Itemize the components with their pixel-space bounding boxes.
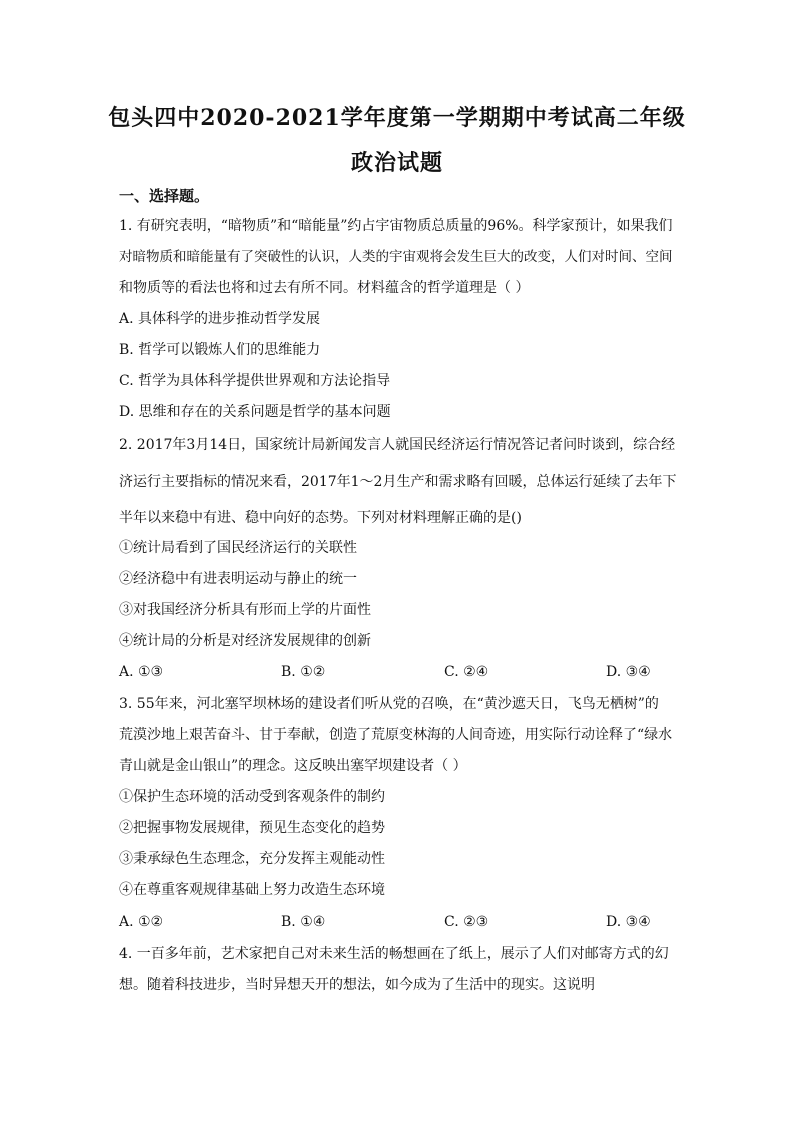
q4-stem-line: 4. 一百多年前，艺术家把自己对未来生活的畅想画在了纸上，展示了人们对邮寄方式的幻 xyxy=(119,946,669,962)
q2-stem-line: 济运行主要指标的情况来看，2017年1～2月生产和需求略有回暖，总体运行延续了去年下 xyxy=(119,474,677,490)
q1-option-d: D. 思维和存在的关系问题是哲学的基本问题 xyxy=(119,404,391,420)
q2-item-4: ④统计局的分析是对经济发展规律的创新 xyxy=(119,633,371,649)
q1-stem-line: 1. 有研究表明，“暗物质”和“暗能量”约占宇宙物质总质量的96%。科学家预计，如果我们 xyxy=(119,218,673,234)
q2-choice-b: B. ①② xyxy=(281,664,326,680)
q3-choice-c: C. ②③ xyxy=(444,914,489,930)
q3-item-1: ①保护生态环境的活动受到客观条件的制约 xyxy=(119,789,385,805)
q2-stem-line: 2. 2017年3月14日，国家统计局新闻发言人就国民经济运行情况答记者问时谈到，综合经 xyxy=(119,437,676,453)
exam-title: 包头四中2020-2021学年度第一学期期中考试高二年级 xyxy=(108,105,686,131)
q2-stem-line: 半年以来稳中有进、稳中向好的态势。下列对材料理解正确的是() xyxy=(119,510,522,526)
q3-choice-d: D. ③④ xyxy=(606,914,651,930)
q3-stem-line: 荒漠沙地上艰苦奋斗、甘于奉献，创造了荒原变林海的人间奇迹，用实际行动诠释了“绿水 xyxy=(119,727,673,743)
q3-stem-line: 3. 55年来，河北塞罕坝林场的建设者们听从党的召唤，在“黄沙遮天日，飞鸟无栖树”的 xyxy=(119,696,659,712)
q2-item-2: ②经济稳中有进表明运动与静止的统一 xyxy=(119,571,357,587)
section-heading: 一、选择题。 xyxy=(119,187,210,205)
q3-item-2: ②把握事物发展规律，预见生态变化的趋势 xyxy=(119,820,385,836)
q4-stem-line: 想。随着科技进步，当时异想天开的想法，如今成为了生活中的现实。这说明 xyxy=(119,977,595,993)
q2-item-3: ③对我国经济分析具有形而上学的片面性 xyxy=(119,602,371,618)
q3-choice-b: B. ①④ xyxy=(281,914,326,930)
q1-option-b: B. 哲学可以锻炼人们的思维能力 xyxy=(119,342,321,358)
exam-subject-title: 政治试题 xyxy=(350,150,443,176)
q3-stem-line: 青山就是金山银山”的理念。这反映出塞罕坝建设者（ ） xyxy=(119,758,467,774)
q2-choice-a: A. ①③ xyxy=(119,664,164,680)
q2-choice-c: C. ②④ xyxy=(444,664,489,680)
q1-stem-line: 和物质等的看法也将和过去有所不同。材料蕴含的哲学道理是（ ） xyxy=(119,280,530,296)
q1-option-a: A. 具体科学的进步推动哲学发展 xyxy=(119,311,321,327)
q3-choice-a: A. ①② xyxy=(119,914,164,930)
q2-item-1: ①统计局看到了国民经济运行的关联性 xyxy=(119,540,357,556)
q1-stem-line: 对暗物质和暗能量有了突破性的认识，人类的宇宙观将会发生巨大的改变，人们对时间、空间 xyxy=(119,249,673,265)
q2-choice-d: D. ③④ xyxy=(606,664,651,680)
q3-item-3: ③秉承绿色生态理念，充分发挥主观能动性 xyxy=(119,851,385,867)
q1-option-c: C. 哲学为具体科学提供世界观和方法论指导 xyxy=(119,373,391,389)
q3-item-4: ④在尊重客观规律基础上努力改造生态环境 xyxy=(119,882,385,898)
